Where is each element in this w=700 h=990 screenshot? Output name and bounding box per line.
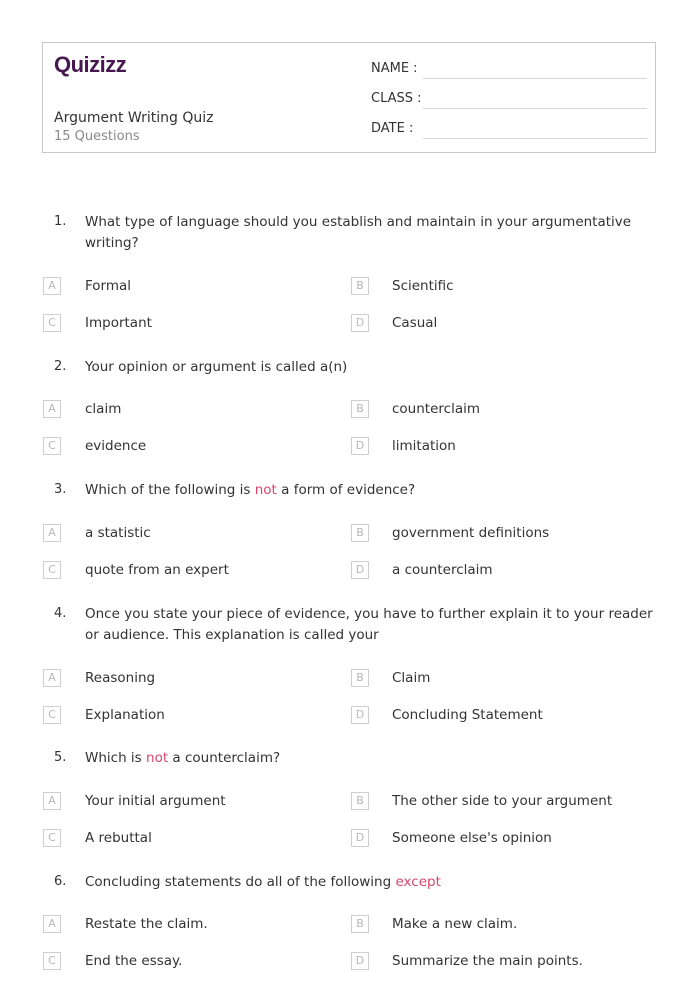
option-text: End the essay. [85, 953, 183, 969]
question-number: 1. [54, 214, 67, 229]
option-text: Scientific [392, 278, 454, 294]
option-letter-box[interactable]: D [351, 952, 369, 970]
class-line[interactable] [423, 108, 647, 109]
option-letter-box[interactable]: B [351, 277, 369, 295]
question-text-highlight: except [395, 874, 441, 890]
question-text-before: Concluding statements do all of the following [85, 874, 396, 890]
option-letter-box[interactable]: A [43, 400, 61, 418]
option-text: government definitions [392, 525, 550, 541]
option-letter-box[interactable]: A [43, 524, 61, 542]
question-number: 6. [54, 874, 67, 889]
option-text: claim [85, 401, 122, 417]
question-text [85, 480, 655, 501]
option-letter-box[interactable]: B [351, 915, 369, 933]
question-number: 5. [54, 750, 67, 765]
quiz-title: Argument Writing Quiz [54, 110, 214, 126]
question-number: 4. [54, 606, 67, 621]
option-letter-box[interactable]: A [43, 669, 61, 687]
option-text: Restate the claim. [85, 916, 208, 932]
question-text: What type of language should you establish and maintain in your argumentative writing? [85, 214, 632, 251]
option-text: The other side to your argument [392, 793, 613, 809]
option-text: Formal [85, 278, 132, 294]
option-letter-box[interactable]: A [43, 792, 61, 810]
question-text: Your opinion or argument is called a(n) [85, 359, 348, 375]
option-letter-box[interactable]: D [351, 437, 369, 455]
option-letter-box[interactable]: C [43, 437, 61, 455]
option-text: Make a new claim. [392, 916, 518, 932]
date-label: DATE : [371, 121, 414, 136]
name-line[interactable] [423, 78, 647, 79]
option-letter-box[interactable]: A [43, 277, 61, 295]
option-text: Explanation [85, 707, 165, 723]
option-text: counterclaim [392, 401, 480, 417]
option-text: Concluding Statement [392, 707, 543, 723]
question-text-highlight: not [146, 750, 169, 766]
question-count: 15 Questions [54, 129, 140, 144]
question-number: 3. [54, 482, 67, 497]
option-letter-box[interactable]: D [351, 706, 369, 724]
name-label: NAME : [371, 61, 418, 76]
option-letter-box[interactable]: B [351, 792, 369, 810]
question-text-after: a counterclaim? [168, 750, 281, 766]
option-text: Your initial argument [85, 793, 226, 809]
option-letter-box[interactable]: C [43, 952, 61, 970]
option-letter-box[interactable]: C [43, 561, 61, 579]
question-text-before: Which of the following is [85, 482, 255, 498]
option-letter-box[interactable]: C [43, 829, 61, 847]
option-letter-box[interactable]: D [351, 829, 369, 847]
option-text: Reasoning [85, 670, 156, 686]
option-text: Summarize the main points. [392, 953, 583, 969]
option-letter-box[interactable]: B [351, 669, 369, 687]
quizizz-logo: Quizizz [54, 52, 127, 77]
option-letter-box[interactable]: A [43, 915, 61, 933]
question-text [85, 872, 655, 893]
question-text: Once you state your piece of evidence, you have to further explain it to your reader or audience. This explanation is called your [85, 606, 653, 643]
option-text: Claim [392, 670, 431, 686]
option-text: a statistic [85, 525, 151, 541]
option-text: quote from an expert [85, 562, 229, 578]
option-text: Important [85, 315, 152, 331]
option-letter-box[interactable]: B [351, 524, 369, 542]
option-letter-box[interactable]: C [43, 706, 61, 724]
worksheet-header [42, 42, 656, 153]
option-text: evidence [85, 438, 147, 454]
option-text: Someone else's opinion [392, 830, 552, 846]
option-text: Casual [392, 315, 438, 331]
question-text-before: Which is [85, 750, 147, 766]
option-letter-box[interactable]: C [43, 314, 61, 332]
option-text: A rebuttal [85, 830, 152, 846]
option-letter-box[interactable]: B [351, 400, 369, 418]
option-text: limitation [392, 438, 456, 454]
option-letter-box[interactable]: D [351, 561, 369, 579]
question-number: 2. [54, 359, 67, 374]
question-text-highlight: not [254, 482, 277, 498]
option-letter-box[interactable]: D [351, 314, 369, 332]
option-text: a counterclaim [392, 562, 493, 578]
class-label: CLASS : [371, 91, 422, 106]
question-text-after: a form of evidence? [276, 482, 416, 498]
date-line[interactable] [423, 138, 647, 139]
question-text [85, 748, 655, 769]
